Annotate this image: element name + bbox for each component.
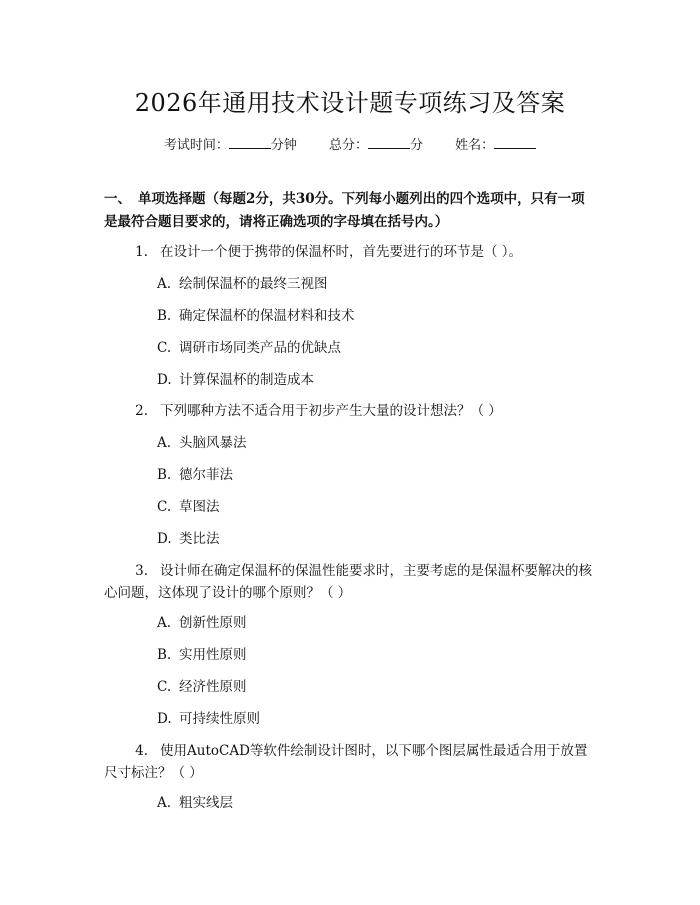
question-2 (104, 400, 600, 422)
option-1d (157, 370, 314, 390)
option-text: 计算保温杯的制造成本 (179, 372, 314, 388)
option-2b (157, 465, 233, 485)
question-text: 下列哪种方法不适合用于初步产生大量的设计想法？（ ） (160, 403, 502, 419)
question-number: 4. (135, 743, 148, 759)
total-score (329, 134, 423, 153)
option-2c (157, 497, 220, 517)
option-letter: A. (157, 276, 172, 292)
option-1b (157, 306, 355, 326)
option-1c (157, 338, 341, 358)
section-number: 一、 (104, 191, 131, 207)
option-3a (157, 613, 247, 633)
option-letter: B. (157, 308, 172, 324)
option-letter: C. (157, 499, 172, 515)
option-text: 草图法 (179, 499, 220, 515)
option-letter: D. (157, 711, 172, 727)
question-number: 2. (135, 403, 148, 419)
option-text: 粗实线层 (179, 795, 233, 811)
name-blank (494, 136, 536, 149)
option-text: 可持续性原则 (179, 711, 260, 727)
option-2a (157, 433, 247, 453)
section-heading (104, 188, 596, 234)
option-3c (157, 677, 247, 697)
question-1 (104, 241, 600, 263)
option-letter: C. (157, 340, 172, 356)
option-letter: D. (157, 372, 172, 388)
option-text: 德尔菲法 (179, 467, 233, 483)
score-unit: 分 (410, 138, 424, 153)
option-letter: D. (157, 531, 172, 547)
exam-meta (0, 134, 700, 153)
question-number: 3. (135, 563, 148, 579)
question-text: 在设计一个便于携带的保温杯时，首先要进行的环节是（ ）。 (160, 244, 523, 260)
option-text: 确定保温杯的保温材料和技术 (179, 308, 355, 324)
score-blank (368, 136, 410, 149)
option-3d (157, 709, 260, 729)
option-text: 绘制保温杯的最终三视图 (179, 276, 328, 292)
student-name (455, 134, 536, 153)
time-label: 考试时间： (163, 138, 229, 153)
option-3b (157, 645, 247, 665)
page-title: 2026年通用技术设计题专项练习及答案 (134, 89, 566, 117)
option-letter: B. (157, 647, 172, 663)
exam-time (164, 134, 297, 153)
name-label: 姓名： (455, 138, 495, 153)
question-3 (104, 560, 600, 604)
option-text: 经济性原则 (179, 679, 247, 695)
question-number: 1. (135, 244, 148, 260)
option-text: 类比法 (179, 531, 220, 547)
option-text: 头脑风暴法 (179, 435, 247, 451)
option-letter: B. (157, 467, 172, 483)
question-text: 使用AutoCAD等软件绘制设计图时，以下哪个图层属性最适合用于放置尺寸标注？（ ） (104, 743, 588, 781)
option-text: 实用性原则 (179, 647, 247, 663)
time-unit: 分钟 (270, 138, 297, 153)
option-letter: A. (157, 615, 172, 631)
option-letter: A. (157, 795, 172, 811)
option-2d (157, 529, 220, 549)
option-4a (157, 793, 233, 813)
option-letter: C. (157, 679, 172, 695)
option-1a (157, 274, 328, 294)
option-letter: A. (157, 435, 172, 451)
option-text: 创新性原则 (179, 615, 247, 631)
question-4 (104, 740, 600, 784)
time-blank (229, 136, 271, 149)
score-label: 总分： (328, 138, 368, 153)
section-instructions: 单项选择题（每题2分，共30分。下列每小题列出的四个选项中，只有一项是最符合题目要求的，请将正确选项的字母填在括号内。） (104, 191, 585, 230)
question-text: 设计师在确定保温杯的保温性能要求时，主要考虑的是保温杯要解决的核心问题，这体现了设计的哪个原则？（ ） (104, 563, 592, 601)
option-text: 调研市场同类产品的优缺点 (179, 340, 341, 356)
